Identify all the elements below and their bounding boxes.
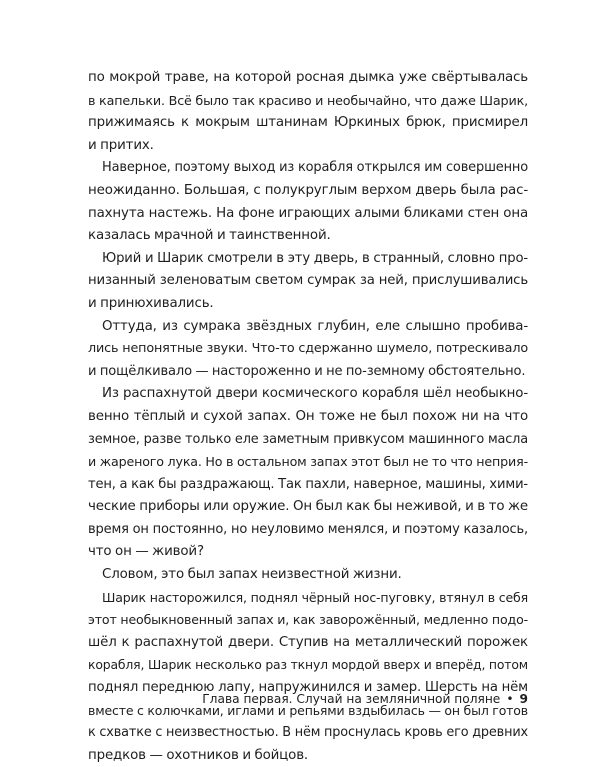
page-number: 9 bbox=[519, 692, 528, 706]
text-line: вместе с колючками, иглами и репьями вздыбилась — он был готов bbox=[88, 702, 528, 718]
text-line: время он постоянно, но неуловимо менялся, и поэтому казалось, bbox=[88, 521, 528, 537]
text-line: и принюхивались. bbox=[88, 295, 214, 311]
text-line: венно тёплый и сухой запах. Он тоже не был похож ни на что bbox=[88, 408, 528, 424]
body-text bbox=[88, 67, 528, 767]
text-line: низанный зеленоватым светом сумрак за ней, прислушивались bbox=[88, 273, 528, 289]
chapter-title: Глава первая. Случай на земляничной поляне bbox=[202, 692, 501, 706]
text-line: лись непонятные звуки. Что-то сдержанно шумело, потрескивало bbox=[88, 341, 528, 357]
text-line: пахнута настежь. На фоне играющих алыми бликами стен она bbox=[88, 205, 528, 221]
running-footer bbox=[88, 692, 528, 706]
text-line: и жареного лука. Но в остальном запах этот был не то что неприя- bbox=[88, 454, 528, 470]
text-line: этот необыкновенный запах и, как заворожённый, медленно подо- bbox=[88, 612, 528, 628]
text-line: шёл к распахнутой двери. Ступив на металлический порожек bbox=[88, 634, 528, 650]
text-line: к схватке с неизвестностью. В нём проснулась кровь его древних bbox=[88, 725, 528, 741]
text-line: и пощёлкивало — настороженно и не по-земному обстоятельно. bbox=[88, 363, 526, 379]
text-line: казалась мрачной и таинственной. bbox=[88, 228, 331, 244]
text-line: земное, разве только еле заметным привкусом машинного масла bbox=[88, 431, 528, 447]
text-line: корабля, Шарик несколько раз ткнул мордой вверх и вперёд, потом bbox=[88, 657, 528, 673]
text-line: неожиданно. Большая, с полукруглым верхом дверь была рас- bbox=[88, 182, 528, 198]
text-line: Из распахнутой двери космического корабля шёл необыкно- bbox=[102, 386, 528, 402]
text-line: Шарик насторожился, поднял чёрный нос-пуговку, втянул в себя bbox=[102, 589, 528, 605]
text-line: предков — охотников и бойцов. bbox=[88, 747, 309, 763]
text-line: что он — живой? bbox=[88, 544, 204, 560]
text-line: тен, а как бы раздражающ. Так пахли, наверное, машины, хими- bbox=[88, 476, 528, 492]
text-line: Юрий и Шарик смотрели в эту дверь, в странный, словно про- bbox=[102, 250, 528, 266]
text-line: Наверное, поэтому выход из корабля открылся им совершенно bbox=[102, 160, 528, 176]
text-line: ческие приборы или оружие. Он был как бы неживой, и в то же bbox=[88, 499, 528, 515]
footer-separator: • bbox=[506, 692, 514, 706]
text-line: Словом, это был запах неизвестной жизни. bbox=[102, 567, 402, 583]
text-line: и притих. bbox=[88, 137, 154, 153]
text-line: в капельки. Всё было так красиво и необычайно, что даже Шарик, bbox=[88, 92, 528, 108]
text-line: по мокрой траве, на которой росная дымка уже свёртывалась bbox=[88, 70, 528, 85]
text-line: Оттуда, из сумрака звёздных глубин, еле слышно пробива- bbox=[102, 318, 528, 334]
text-line: прижимаясь к мокрым штанинам Юркиных брюк, присмирел bbox=[88, 115, 528, 131]
text-line: поднял переднюю лапу, напружинился и замер. Шерсть на нём bbox=[88, 680, 528, 696]
